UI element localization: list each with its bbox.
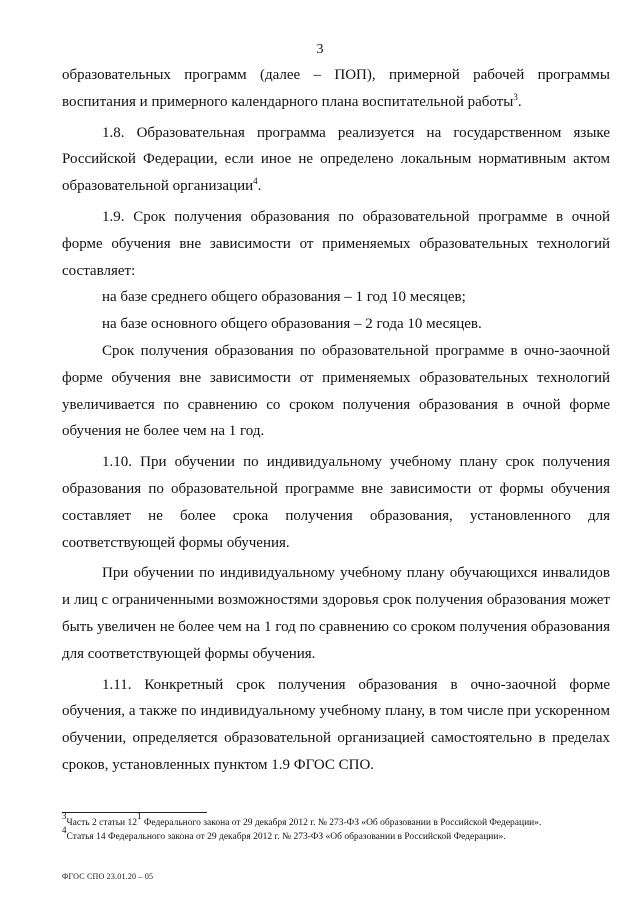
paragraph-continuation: образовательных программ (далее – ПОП), примерной рабочей программы воспитания и примерного календарного плана воспитательной работы$^3$. <box>62 67 610 110</box>
footnote-ref-4[interactable]: 4 <box>253 176 258 187</box>
page-number: 3 <box>316 42 324 57</box>
paragraph-secondary-general: на базе среднего общего образования – 1 год 10 месяцев; <box>102 289 466 306</box>
document-code: ФГОС СПО 23.01.20 – 05 <box>62 872 154 881</box>
paragraph-1-11: 1.11. Конкретный срок получения образования в очно-заочной форме обучения, а также по индивидуальному учебному плану, в том числе при ускоренном обучении, определяется образовательной организацией самостоятельно в пределах сроков, установленных пунктом 1.9 ФГОС СПО. <box>62 676 610 773</box>
paragraph-basic-general: на базе основного общего образования – 2 года 10 месяцев. <box>102 316 482 333</box>
main-text <box>62 62 610 779</box>
paragraph-1-9: 1.9. Срок получения образования по образовательной программе в очной форме обучения вне зависимости от применяемых образовательных технологий составляет: <box>62 208 610 279</box>
paragraph-part-time-term: Срок получения образования по образовательной программе в очно-заочной форме обучения вне зависимости от применяемых образовательных технологий увеличивается по сравнению со сроком получения образования в очной форме обучения не более чем на 1 год. <box>62 342 610 440</box>
footnote-divider <box>62 812 207 813</box>
paragraph-1-8: 1.8. Образовательная программа реализуется на государственном языке Российской Федерации, если иное не определено локальным нормативным актом образовательной организации$^4$. <box>62 124 610 195</box>
paragraph-1-10: 1.10. При обучении по индивидуальному учебному плану срок получения образования по образовательной программе вне зависимости от формы обучения составляет не более срока получения образования, установленного для соответствующей формы обучения. <box>62 454 610 551</box>
footnote-ref-3[interactable]: 3 <box>513 91 518 102</box>
paragraph-disabilities: При обучении по индивидуальному учебному плану обучающихся инвалидов и лиц с ограниченными возможностями здоровья срок получения образования может быть увеличен не более чем на 1 год по сравнению со сроком получения образования для соответствующей формы обучения. <box>62 565 610 662</box>
footnote-4: $^4$Статья 14 Федерального закона от 29 декабря 2012 г. № 273-ФЗ «Об образовании в Российской Федерации». <box>62 825 506 842</box>
footnotes <box>62 811 622 844</box>
footnote-3: $^3$Часть 2 статьи $12^1$ Федерального закона от 29 декабря 2012 г. № 273-ФЗ «Об образовании в Российской Федерации». <box>62 811 542 828</box>
